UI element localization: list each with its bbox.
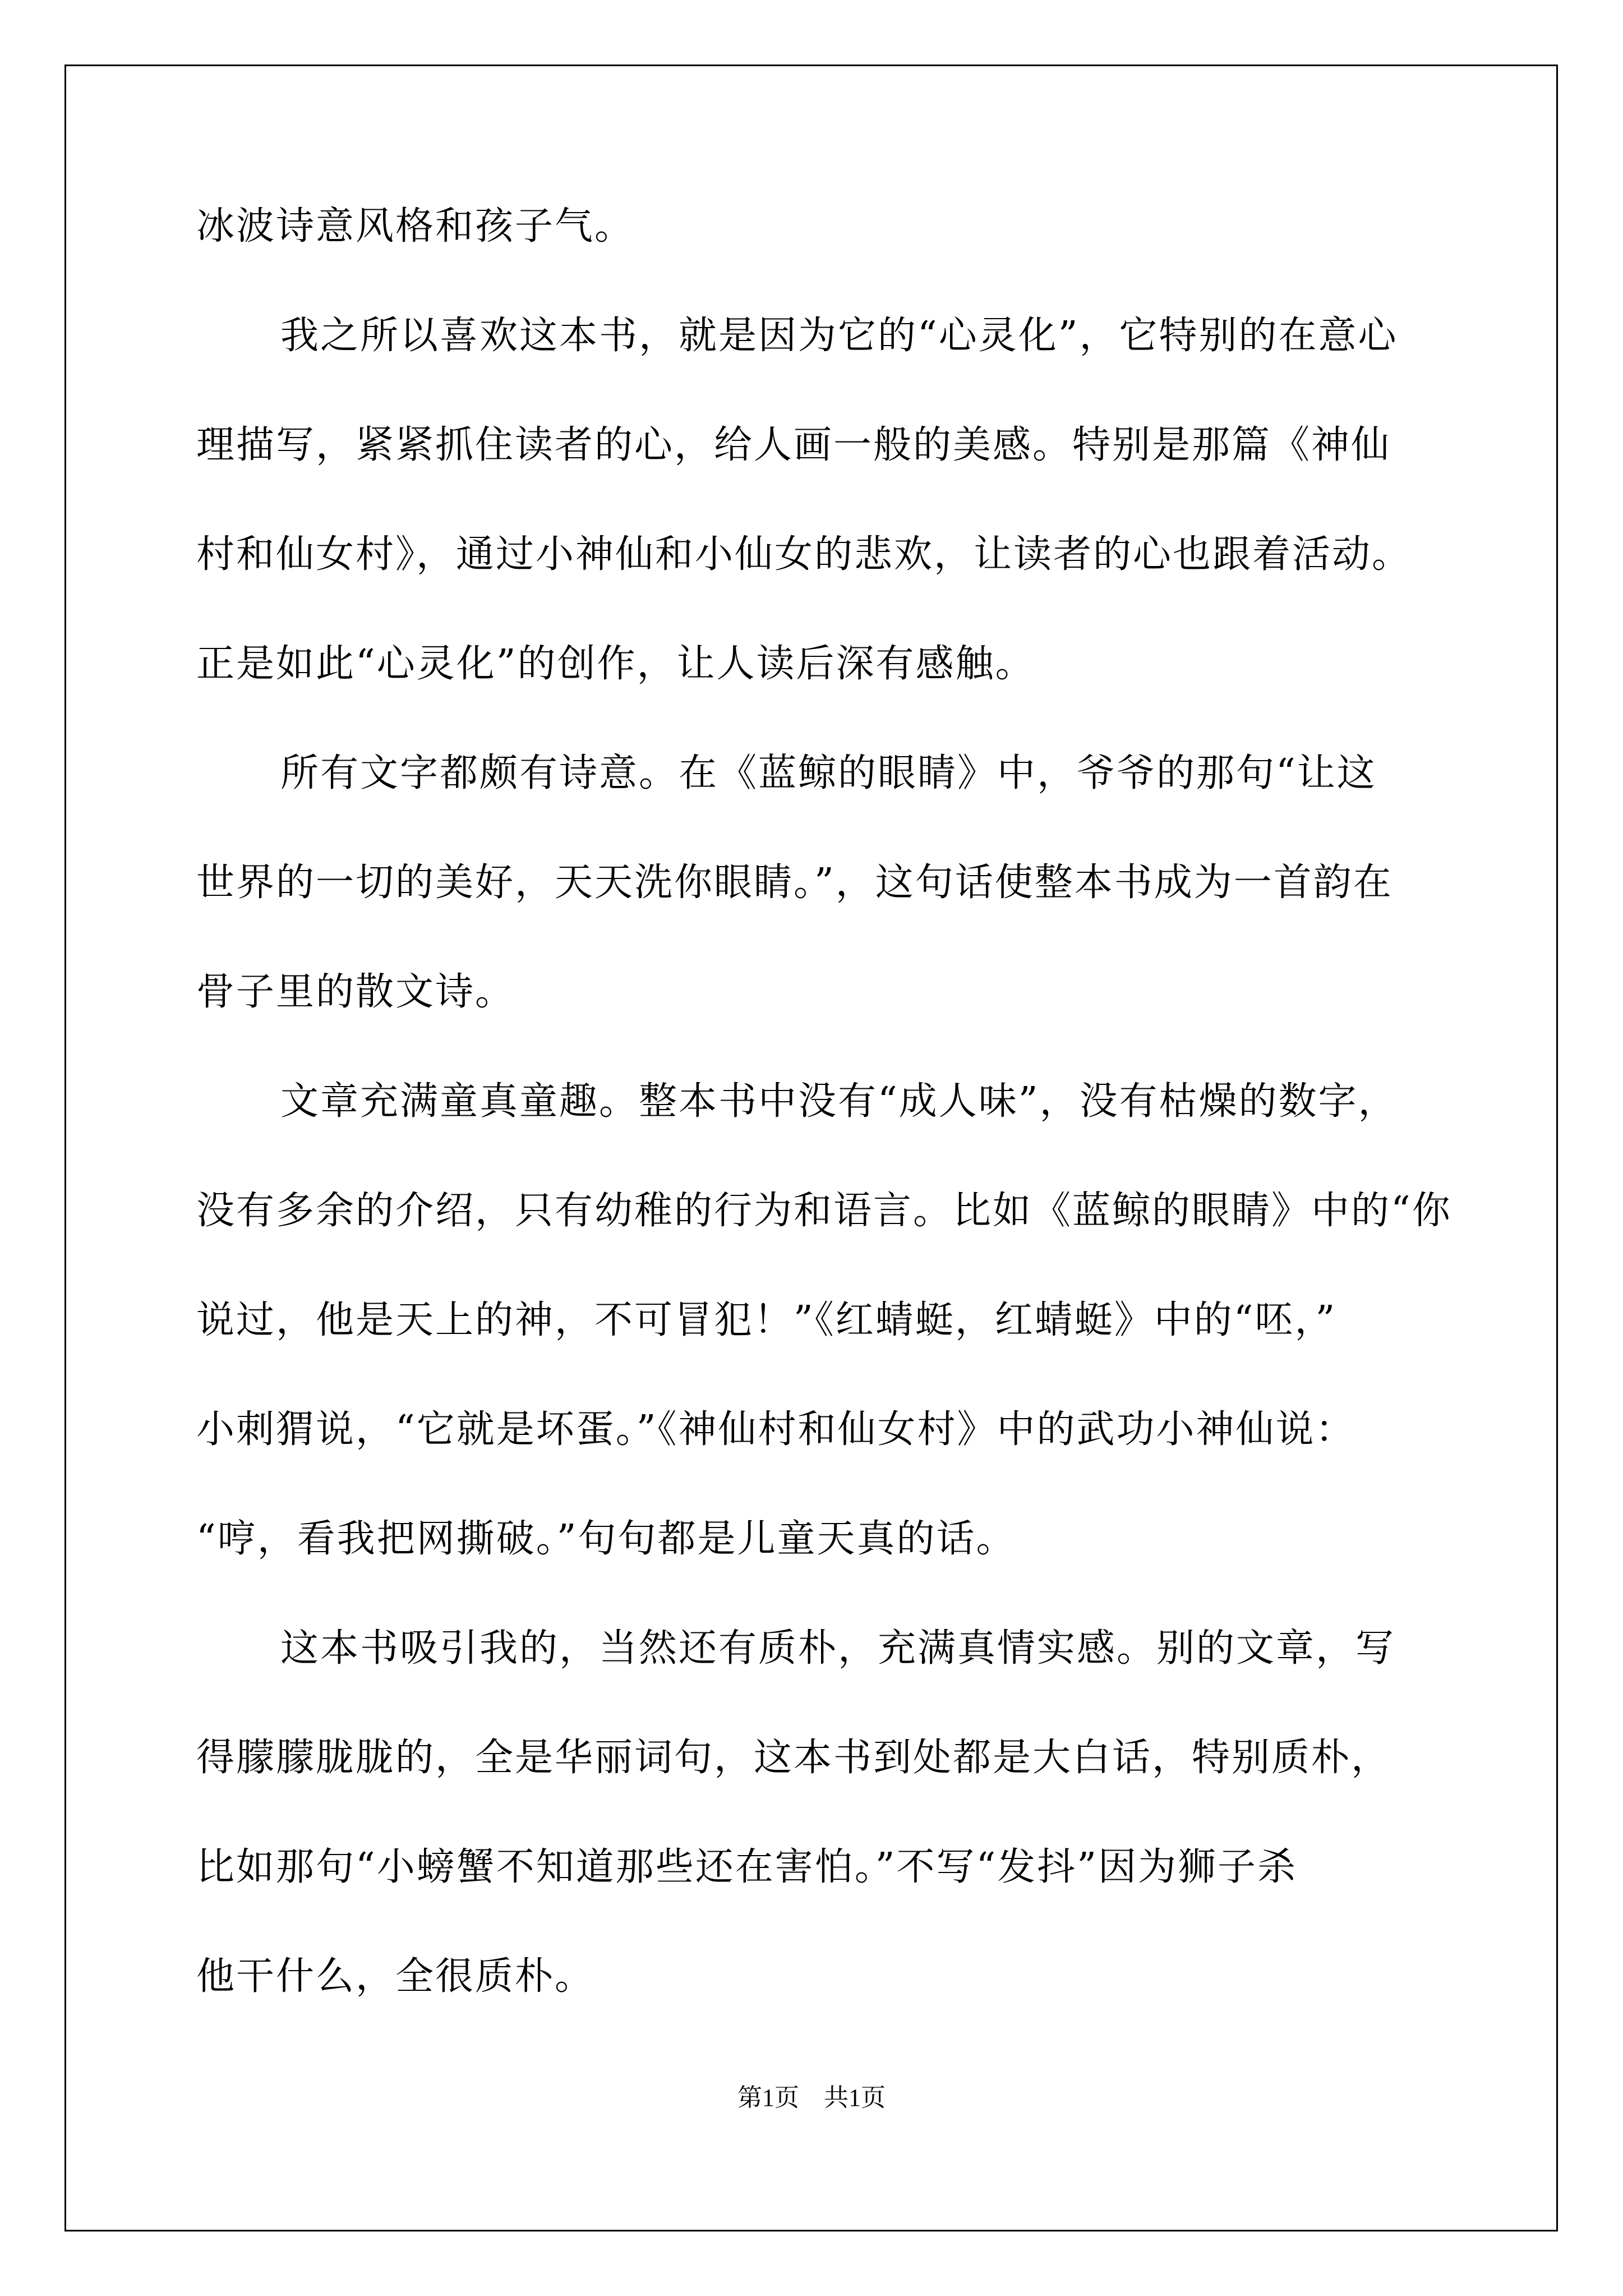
text-line: 比如那句“小螃蟹不知道那些还在害怕。”不写“发抖”因为狮子杀 (196, 1845, 1298, 1889)
text-line: 他干什么，全很质朴。 (196, 1954, 595, 1999)
text-line: 村和仙女村》，通过小神仙和小仙女的悲欢，让读者的心也跟着活动。 (196, 532, 1412, 577)
text-line: 理描写，紧紧抓住读者的心，给人画一般的美感。特别是那篇《神仙 (196, 423, 1391, 467)
text-line: 这本书吸引我的，当然还有质朴，充满真情实感。别的文章，写 (280, 1626, 1396, 1671)
text-line: 文章充满童真童趣。整本书中没有“成人味”，没有枯燥的数字， (280, 1079, 1398, 1124)
page-number: 第1页 (737, 2084, 799, 2111)
page-footer (0, 2077, 1623, 2113)
text-line: 小刺猬说，“它就是坏蛋。”《神仙村和仙女村》中的武功小神仙说： (196, 1407, 1355, 1452)
text-line: 得朦朦胧胧的，全是华丽词句，这本书到处都是大白话，特别质朴， (196, 1736, 1391, 1780)
text-line: 所有文字都颇有诗意。在《蓝鲸的眼睛》中，爷爷的那句“让这 (280, 751, 1377, 795)
text-line: 骨子里的散文诗。 (196, 970, 515, 1014)
text-line: 没有多余的介绍，只有幼稚的行为和语言。比如《蓝鲸的眼睛》中的“你 (196, 1189, 1452, 1233)
page-total: 共1页 (824, 2084, 886, 2111)
text-line: 我之所以喜欢这本书，就是因为它的“心灵化”，它特别的在意心 (280, 314, 1398, 358)
text-line: 正是如此“心灵化”的创作，让人读后深有感触。 (196, 642, 1035, 686)
text-line: “哼，看我把网撕破。”句句都是儿童天真的话。 (196, 1517, 1016, 1561)
text-line: 冰波诗意风格和孩子气。 (196, 204, 635, 249)
text-line: 世界的一切的美好，天天洗你眼睛。”，这句话使整本书成为一首韵在 (196, 861, 1393, 905)
page-border (64, 65, 1558, 2231)
text-line: 说过，他是天上的神，不可冒犯！”《红蜻蜓，红蜻蜓》中的“呸，” (196, 1298, 1337, 1342)
